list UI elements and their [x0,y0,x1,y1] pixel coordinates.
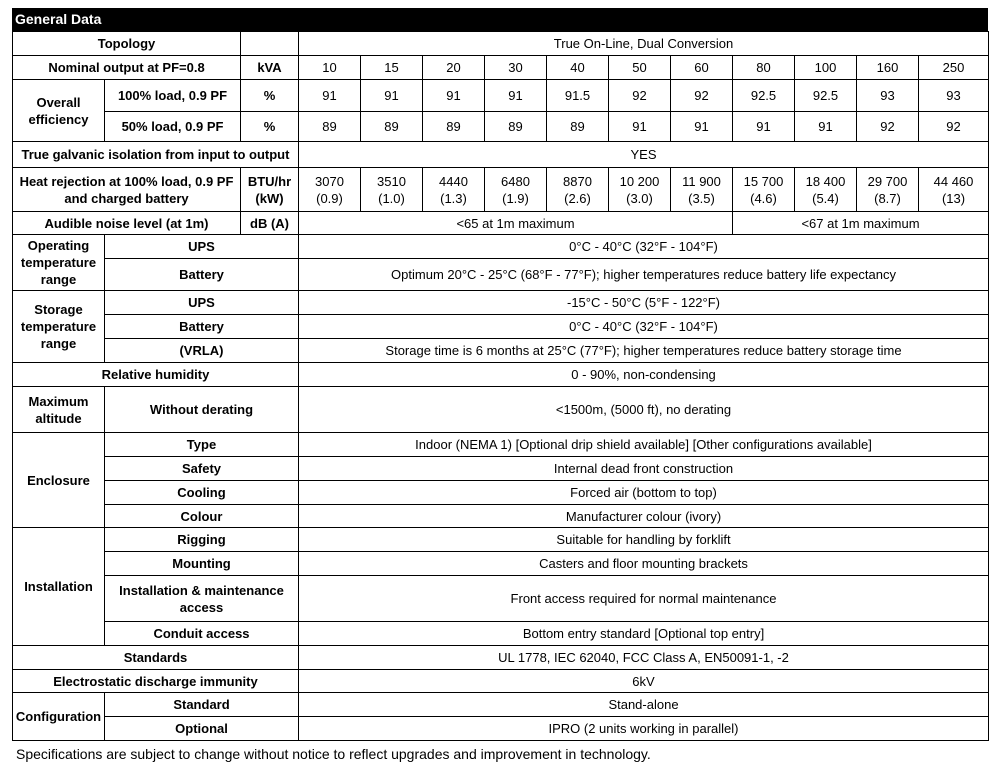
efficiency-cell: 92.5 [795,80,857,112]
altitude-value: <1500m, (5000 ft), no derating [299,387,989,433]
esd-value: 6kV [299,670,989,693]
heat-cell: 3510 (1.0) [361,168,423,212]
efficiency-cell: 92 [609,80,671,112]
efficiency-cell: 89 [299,112,361,142]
enclosure-cooling-value: Forced air (bottom to top) [299,481,989,505]
heat-cell: 11 900 (3.5) [671,168,733,212]
heat-cell: 29 700 (8.7) [857,168,919,212]
installation-mounting-row [13,552,989,576]
efficiency-cell: 91 [795,112,857,142]
topology-value: True On-Line, Dual Conversion [299,32,989,56]
esd-label: Electrostatic discharge immunity [13,670,299,693]
storage-battery-label: Battery [105,315,299,339]
nominal-label: Nominal output at PF=0.8 [13,56,241,80]
installation-conduit-row [13,622,989,646]
general-data-table [12,31,989,741]
efficiency-cell: 91 [609,112,671,142]
humidity-row [13,363,989,387]
efficiency-cell: 93 [919,80,989,112]
storage-vrla-row [13,339,989,363]
efficiency-cell: 91 [733,112,795,142]
esd-row [13,670,989,693]
installation-mounting-label: Mounting [105,552,299,576]
altitude-row [13,387,989,433]
altitude-label: Maximum altitude [13,387,105,433]
configuration-optional-label: Optional [105,717,299,741]
installation-rigging-value: Suitable for handling by forklift [299,528,989,552]
storage-ups-row [13,291,989,315]
enclosure-colour-value: Manufacturer colour (ivory) [299,505,989,528]
efficiency-unit: % [241,80,299,112]
efficiency-cell: 91 [485,80,547,112]
operating-battery-label: Battery [105,259,299,291]
efficiency-cell: 92 [919,112,989,142]
heat-label: Heat rejection at 100% load, 0.9 PF and charged battery [13,168,241,212]
standards-label: Standards [13,646,299,670]
table-title: General Data [12,8,988,31]
efficiency-sub-label: 100% load, 0.9 PF [105,80,241,112]
installation-rigging-label: Rigging [105,528,299,552]
heat-cell: 15 700 (4.6) [733,168,795,212]
altitude-sub-label: Without derating [105,387,299,433]
efficiency-cell: 89 [485,112,547,142]
kva-cell: 10 [299,56,361,80]
heat-cell: 8870 (2.6) [547,168,609,212]
enclosure-cooling-label: Cooling [105,481,299,505]
kva-cell: 20 [423,56,485,80]
storage-ups-label: UPS [105,291,299,315]
noise-value-high: <67 at 1m maximum [733,212,989,235]
enclosure-type-row [13,433,989,457]
enclosure-safety-value: Internal dead front construction [299,457,989,481]
storage-battery-row [13,315,989,339]
installation-rigging-row [13,528,989,552]
operating-ups-value: 0°C - 40°C (32°F - 104°F) [299,235,989,259]
operating-ups-label: UPS [105,235,299,259]
installation-label: Installation [13,528,105,646]
kva-cell: 100 [795,56,857,80]
efficiency-cell: 92 [671,80,733,112]
installation-access-label: Installation & maintenance access [105,576,299,622]
kva-cell: 80 [733,56,795,80]
storage-vrla-value: Storage time is 6 months at 25°C (77°F); higher temperatures reduce battery storage time [299,339,989,363]
heat-cell: 6480 (1.9) [485,168,547,212]
noise-unit: dB (A) [241,212,299,235]
efficiency-cell: 89 [423,112,485,142]
heat-rejection-row [13,168,989,212]
humidity-label: Relative humidity [13,363,299,387]
enclosure-safety-label: Safety [105,457,299,481]
efficiency-cell: 92 [857,112,919,142]
kva-cell: 40 [547,56,609,80]
installation-access-value: Front access required for normal maintenance [299,576,989,622]
operating-battery-value: Optimum 20°C - 25°C (68°F - 77°F); higher temperatures reduce battery life expectancy [299,259,989,291]
efficiency-cell: 93 [857,80,919,112]
efficiency-cell: 91 [299,80,361,112]
storage-battery-value: 0°C - 40°C (32°F - 104°F) [299,315,989,339]
topology-row [13,32,989,56]
enclosure-colour-row [13,505,989,528]
installation-access-row [13,576,989,622]
operating-temp-label: Operating temperature range [13,235,105,291]
efficiency-unit: % [241,112,299,142]
installation-mounting-value: Casters and floor mounting brackets [299,552,989,576]
configuration-standard-label: Standard [105,693,299,717]
topology-label: Topology [13,32,241,56]
heat-cell: 4440 (1.3) [423,168,485,212]
heat-cell: 3070 (0.9) [299,168,361,212]
efficiency-cell: 89 [547,112,609,142]
enclosure-type-label: Type [105,433,299,457]
nominal-unit: kVA [241,56,299,80]
operating-ups-row [13,235,989,259]
efficiency-row-full [13,80,989,112]
configuration-label: Configuration [13,693,105,741]
kva-cell: 250 [919,56,989,80]
configuration-standard-row [13,693,989,717]
efficiency-cell: 91 [671,112,733,142]
installation-conduit-label: Conduit access [105,622,299,646]
kva-cell: 50 [609,56,671,80]
isolation-label: True galvanic isolation from input to output [13,142,299,168]
operating-battery-row [13,259,989,291]
storage-temp-label: Storage temperature range [13,291,105,363]
efficiency-row-half [13,112,989,142]
noise-value-low: <65 at 1m maximum [299,212,733,235]
efficiency-cell: 91 [361,80,423,112]
storage-vrla-label: (VRLA) [105,339,299,363]
efficiency-sub-label: 50% load, 0.9 PF [105,112,241,142]
noise-row [13,212,989,235]
enclosure-cooling-row [13,481,989,505]
storage-ups-value: -15°C - 50°C (5°F - 122°F) [299,291,989,315]
efficiency-label: Overall efficiency [13,80,105,142]
kva-cell: 160 [857,56,919,80]
efficiency-cell: 89 [361,112,423,142]
heat-cell: 18 400 (5.4) [795,168,857,212]
kva-cell: 15 [361,56,423,80]
kva-cell: 60 [671,56,733,80]
configuration-standard-value: Stand-alone [299,693,989,717]
humidity-value: 0 - 90%, non-condensing [299,363,989,387]
efficiency-cell: 91.5 [547,80,609,112]
heat-unit: BTU/hr (kW) [241,168,299,212]
configuration-optional-value: IPRO (2 units working in parallel) [299,717,989,741]
efficiency-cell: 92.5 [733,80,795,112]
heat-cell: 10 200 (3.0) [609,168,671,212]
footnote: Specifications are subject to change without notice to reflect upgrades and improvement in technology. [16,746,651,762]
configuration-optional-row [13,717,989,741]
standards-row [13,646,989,670]
nominal-output-row [13,56,989,80]
isolation-value: YES [299,142,989,168]
isolation-row [13,142,989,168]
kva-cell: 30 [485,56,547,80]
enclosure-type-value: Indoor (NEMA 1) [Optional drip shield available] [Other configurations available] [299,433,989,457]
efficiency-cell: 91 [423,80,485,112]
enclosure-colour-label: Colour [105,505,299,528]
noise-label: Audible noise level (at 1m) [13,212,241,235]
enclosure-safety-row [13,457,989,481]
installation-conduit-value: Bottom entry standard [Optional top entry] [299,622,989,646]
heat-cell: 44 460 (13) [919,168,989,212]
enclosure-label: Enclosure [13,433,105,528]
standards-value: UL 1778, IEC 62040, FCC Class A, EN50091-1, -2 [299,646,989,670]
